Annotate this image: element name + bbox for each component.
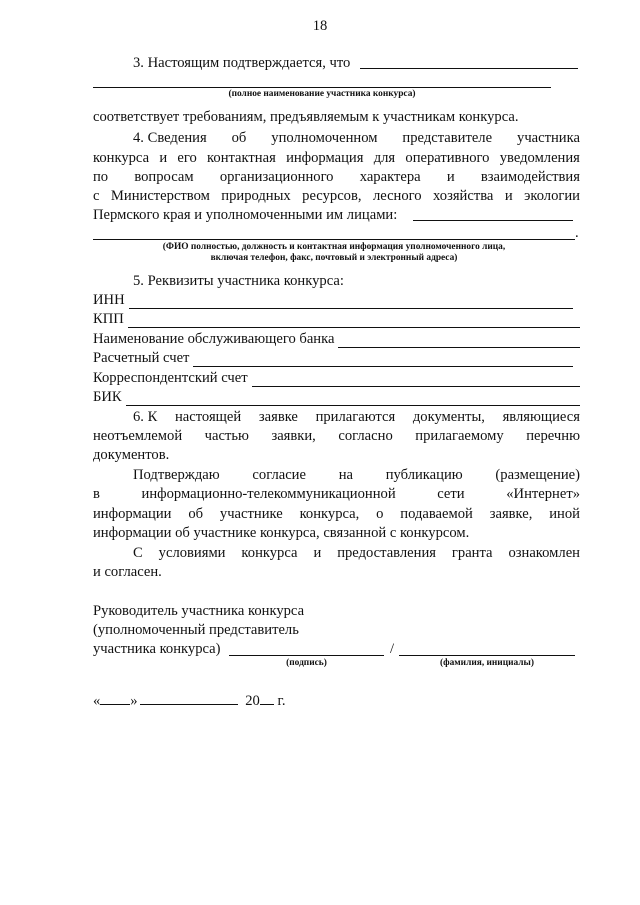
section4-end-mark: . bbox=[575, 225, 579, 241]
signature-separator: / bbox=[390, 641, 395, 657]
bank-label: Наименование обслуживающего банка bbox=[93, 331, 335, 347]
word: информационно-телекоммуникационной bbox=[141, 486, 396, 502]
bank-field[interactable] bbox=[338, 334, 580, 348]
word: заявке bbox=[258, 409, 298, 425]
representative-caption-line1: (ФИО полностью, должность и контактная информация уполномоченного лица, bbox=[162, 242, 506, 252]
word: ознакомлен bbox=[508, 545, 580, 561]
section3-intro bbox=[133, 54, 350, 72]
word: об bbox=[188, 506, 204, 522]
word: (размещение) bbox=[495, 467, 580, 483]
bank-row bbox=[93, 330, 580, 348]
representative-field[interactable] bbox=[413, 220, 573, 221]
kpp-label: КПП bbox=[93, 311, 124, 327]
word: документы, bbox=[412, 409, 485, 425]
word: об bbox=[231, 130, 247, 146]
word: иной bbox=[549, 506, 580, 522]
date-line bbox=[93, 690, 286, 710]
agreement-line2: и согласен. bbox=[93, 564, 162, 580]
word: хозяйства bbox=[433, 188, 494, 204]
account-field[interactable] bbox=[193, 353, 573, 367]
participant-name-field[interactable] bbox=[360, 68, 578, 69]
word: Министерством bbox=[110, 188, 210, 204]
word: участника bbox=[517, 130, 580, 146]
word: конкурса, bbox=[299, 506, 360, 522]
kpp-row bbox=[93, 310, 580, 328]
account-row bbox=[93, 349, 573, 367]
word: прилагаются bbox=[315, 409, 396, 425]
word: и bbox=[446, 169, 455, 185]
word: для bbox=[373, 150, 396, 166]
word: 4. Сведения bbox=[133, 130, 207, 146]
consent-line2 bbox=[93, 485, 580, 503]
word: прилагаемому bbox=[415, 428, 504, 444]
word: настоящей bbox=[174, 409, 242, 425]
word: лесного bbox=[372, 188, 422, 204]
inn-row bbox=[93, 291, 573, 309]
word: сети bbox=[437, 486, 465, 502]
word: природных bbox=[221, 188, 291, 204]
word: конкурса bbox=[93, 150, 150, 166]
representative-field-line2[interactable] bbox=[93, 239, 575, 240]
word: вопросам bbox=[134, 169, 194, 185]
word: ресурсов, bbox=[302, 188, 362, 204]
page-number: 18 bbox=[312, 18, 328, 34]
name-initials-field[interactable] bbox=[399, 655, 575, 656]
word: являющиеся bbox=[502, 409, 580, 425]
word: предоставления bbox=[337, 545, 436, 561]
word: конкурса bbox=[241, 545, 298, 561]
word: организационного bbox=[219, 169, 334, 185]
section5-title: 5. Реквизиты участника конкурса: bbox=[133, 273, 344, 289]
word: условиями bbox=[158, 545, 226, 561]
consent-line1 bbox=[133, 466, 580, 484]
date-close-quote: » bbox=[130, 693, 138, 709]
word: представителе bbox=[402, 130, 493, 146]
word: неотъемлемой bbox=[93, 428, 183, 444]
signature-caption: (подпись) bbox=[286, 658, 327, 668]
word: согласие bbox=[252, 467, 306, 483]
corr-account-field[interactable] bbox=[252, 373, 580, 387]
word: перечню bbox=[526, 428, 580, 444]
date-year-field[interactable] bbox=[260, 690, 274, 705]
word: гранта bbox=[451, 545, 493, 561]
word: и bbox=[313, 545, 322, 561]
date-year-prefix: 20 bbox=[245, 693, 260, 709]
word: взаимодействия bbox=[480, 169, 580, 185]
word: С bbox=[133, 545, 143, 561]
date-day-field[interactable] bbox=[100, 690, 130, 705]
section3-conclusion: соответствует требованиям, предъявляемым к участникам конкурса. bbox=[93, 109, 519, 125]
bik-field[interactable] bbox=[126, 392, 580, 406]
word: контактная bbox=[207, 150, 276, 166]
section4-line1 bbox=[133, 129, 580, 147]
word: в bbox=[93, 486, 100, 502]
word: информации bbox=[93, 506, 172, 522]
account-label: Расчетный счет bbox=[93, 350, 190, 366]
section4-line5: Пермского края и уполномоченными им лицами: bbox=[93, 207, 398, 223]
word: с bbox=[93, 188, 100, 204]
section3-intro-text: 3. Настоящим подтверждается, что bbox=[133, 55, 351, 71]
inn-field[interactable] bbox=[129, 295, 573, 309]
word: участнике bbox=[219, 506, 283, 522]
word: о bbox=[376, 506, 384, 522]
word: публикацию bbox=[385, 467, 463, 483]
word: частью bbox=[204, 428, 249, 444]
consent-line3 bbox=[93, 505, 580, 523]
date-open-quote: « bbox=[93, 693, 101, 709]
name-initials-caption: (фамилия, инициалы) bbox=[440, 658, 534, 668]
inn-label: ИНН bbox=[93, 292, 125, 308]
word: оперативного bbox=[405, 150, 490, 166]
section6-line3: документов. bbox=[93, 447, 170, 463]
word: заявки, bbox=[271, 428, 316, 444]
word: характера bbox=[359, 169, 421, 185]
section4-line3 bbox=[93, 168, 580, 186]
word: 6. К bbox=[133, 409, 158, 425]
corr-account-row bbox=[93, 369, 580, 387]
word: по bbox=[93, 169, 109, 185]
representative-caption-line2: включая телефон, факс, почтовый и электронный адреса) bbox=[210, 253, 458, 263]
word: уполномоченном bbox=[271, 130, 378, 146]
word: и bbox=[504, 188, 513, 204]
word: информация bbox=[286, 150, 364, 166]
corr-account-label: Корреспондентский счет bbox=[93, 370, 248, 386]
signature-title-line1: Руководитель участника конкурса bbox=[93, 603, 305, 619]
section4-line2 bbox=[93, 149, 580, 167]
word: согласно bbox=[338, 428, 393, 444]
participant-name-field-line2[interactable] bbox=[93, 87, 551, 88]
section4-line4 bbox=[93, 187, 580, 205]
word: заявке, bbox=[489, 506, 533, 522]
date-month-field[interactable] bbox=[140, 690, 238, 705]
word: экологии bbox=[524, 188, 580, 204]
agreement-line1 bbox=[133, 544, 580, 562]
signature-field[interactable] bbox=[229, 655, 384, 656]
word: его bbox=[177, 150, 197, 166]
consent-line4: информации об участнике конкурса, связанной с конкурсом. bbox=[93, 525, 470, 541]
word: Подтверждаю bbox=[133, 467, 220, 483]
word: «Интернет» bbox=[506, 486, 580, 502]
word: подаваемой bbox=[400, 506, 473, 522]
word: и bbox=[159, 150, 168, 166]
word: на bbox=[338, 467, 353, 483]
date-year-suffix: г. bbox=[277, 693, 286, 709]
word: уведомления bbox=[499, 150, 580, 166]
signature-title-line2: (уполномоченный представитель bbox=[93, 622, 299, 638]
participant-name-caption: (полное наименование участника конкурса) bbox=[228, 89, 416, 99]
section6-line1 bbox=[133, 408, 580, 426]
bik-row bbox=[93, 388, 580, 406]
kpp-field[interactable] bbox=[128, 314, 580, 328]
signature-title-line3: участника конкурса) bbox=[93, 641, 221, 657]
section6-line2 bbox=[93, 427, 580, 445]
bik-label: БИК bbox=[93, 389, 122, 405]
